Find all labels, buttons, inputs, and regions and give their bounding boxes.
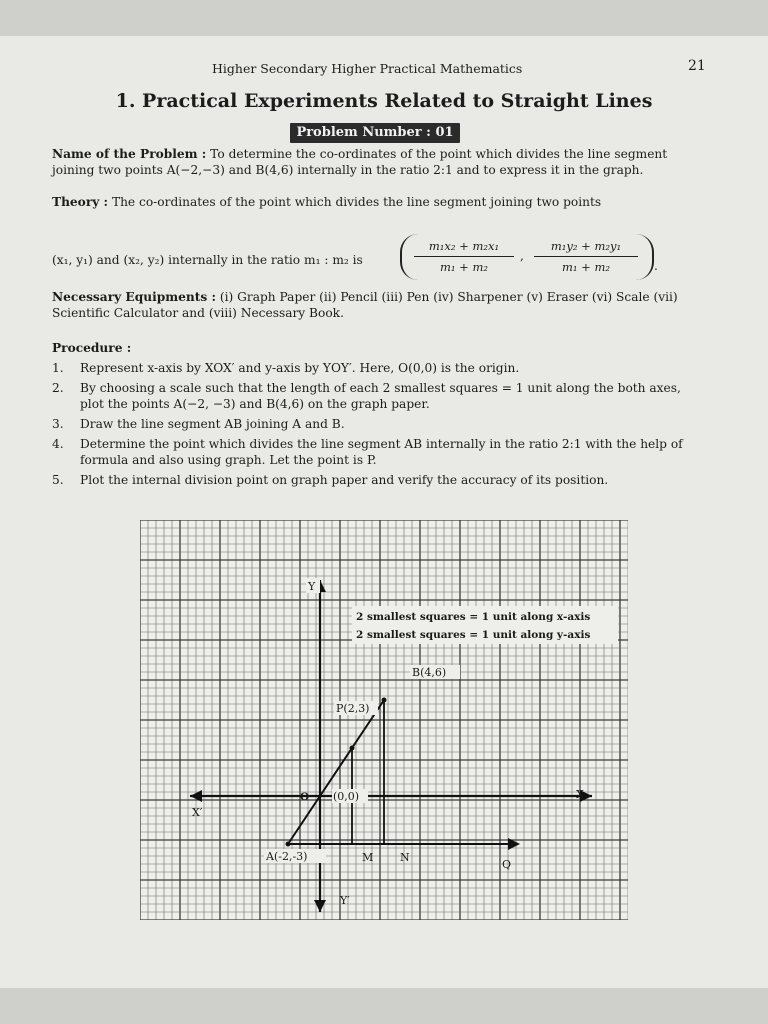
point-a	[286, 842, 291, 847]
y-axis-negative-label: Y′	[340, 894, 350, 907]
problem-statement	[52, 146, 702, 178]
x-fraction-numerator: m₁x₂ + m₂x₁	[414, 238, 514, 257]
problem-label: Name of the Problem :	[52, 147, 207, 161]
procedure-step: 3. Draw the line segment AB joining A and B.	[52, 417, 345, 431]
legend-y-scale: 2 smallest squares = 1 unit along y-axis	[356, 629, 591, 641]
y-coordinate-fraction	[534, 238, 638, 275]
theory-text: The co-ordinates of the point which divides the line segment joining two points	[111, 195, 602, 209]
x-fraction-denominator: m₁ + m₂	[440, 260, 488, 274]
point-m-label: M	[362, 851, 374, 864]
equipments-statement	[52, 289, 702, 321]
point-p-label: P(2,3)	[336, 702, 370, 715]
y-fraction-numerator: m₁y₂ + m₂y₁	[534, 238, 638, 257]
point-p	[350, 746, 355, 751]
procedure-step: 2. By choosing a scale such that the length of each 2 smallest squares = 1 unit along the both axes, plot the points A(−2, −3) and B(4,6) on the graph paper.	[52, 381, 681, 411]
procedure-steps	[52, 360, 702, 492]
equipments-text: (i) Graph Paper (ii) Pencil (iii) Pen (iv) Sharpener (v) Eraser (vi) Scale (vii) Scientific Calculator and (viii) Necessary Book.	[52, 290, 678, 320]
scale-legend	[352, 606, 618, 644]
procedure-heading: Procedure :	[52, 341, 132, 355]
x-axis-negative-label: X′	[192, 806, 203, 819]
problem-text: To determine the co-ordinates of the point which divides the line segment joining two points A(−2,−3) and B(4,6) internally in the ratio 2:1 and to express it in the graph.	[52, 147, 668, 177]
formula-comma: ,	[520, 249, 524, 263]
legend-x-scale: 2 smallest squares = 1 unit along x-axis	[356, 611, 591, 623]
formula-end: .	[654, 259, 658, 273]
point-n-label: N	[400, 851, 410, 864]
point-a-label: A(-2,-3)	[266, 850, 308, 863]
x-axis-label: X	[576, 788, 584, 801]
y-axis-label: Y	[308, 580, 316, 593]
section-formula-row	[52, 240, 702, 284]
procedure-step: 1. Represent x-axis by XOX′ and y-axis by YOY′. Here, O(0,0) is the origin.	[52, 361, 520, 375]
y-fraction-denominator: m₁ + m₂	[562, 260, 610, 274]
book-title-header: Higher Secondary Higher Practical Mathematics	[212, 61, 523, 76]
equipments-label: Necessary Equipments :	[52, 290, 217, 304]
theory-points-text: (x₁, y₁) and (x₂, y₂) internally in the ratio m₁ : m₂ is	[52, 253, 363, 267]
graph-paper-figure	[140, 520, 628, 920]
theory-statement	[52, 194, 702, 210]
origin-coordinates-label: (0,0)	[333, 790, 360, 803]
theory-label: Theory :	[52, 195, 109, 209]
procedure-step: 5. Plot the internal division point on graph paper and verify the accuracy of its position.	[52, 473, 609, 487]
x-coordinate-fraction	[414, 238, 514, 275]
point-q-label: Q	[502, 858, 512, 871]
page-number: 21	[688, 58, 706, 74]
procedure-step: 4. Determine the point which divides the line segment AB internally in the ratio 2:1 with the help of formula and also using graph. Let the point is P.	[52, 437, 683, 467]
chapter-title: 1. Practical Experiments Related to Straight Lines	[115, 90, 653, 112]
section-formula	[400, 234, 654, 280]
problem-number-badge: Problem Number : 01	[290, 123, 460, 143]
point-b-label: B(4,6)	[412, 666, 447, 679]
origin-label-o: O	[300, 791, 310, 803]
point-b	[382, 698, 387, 703]
